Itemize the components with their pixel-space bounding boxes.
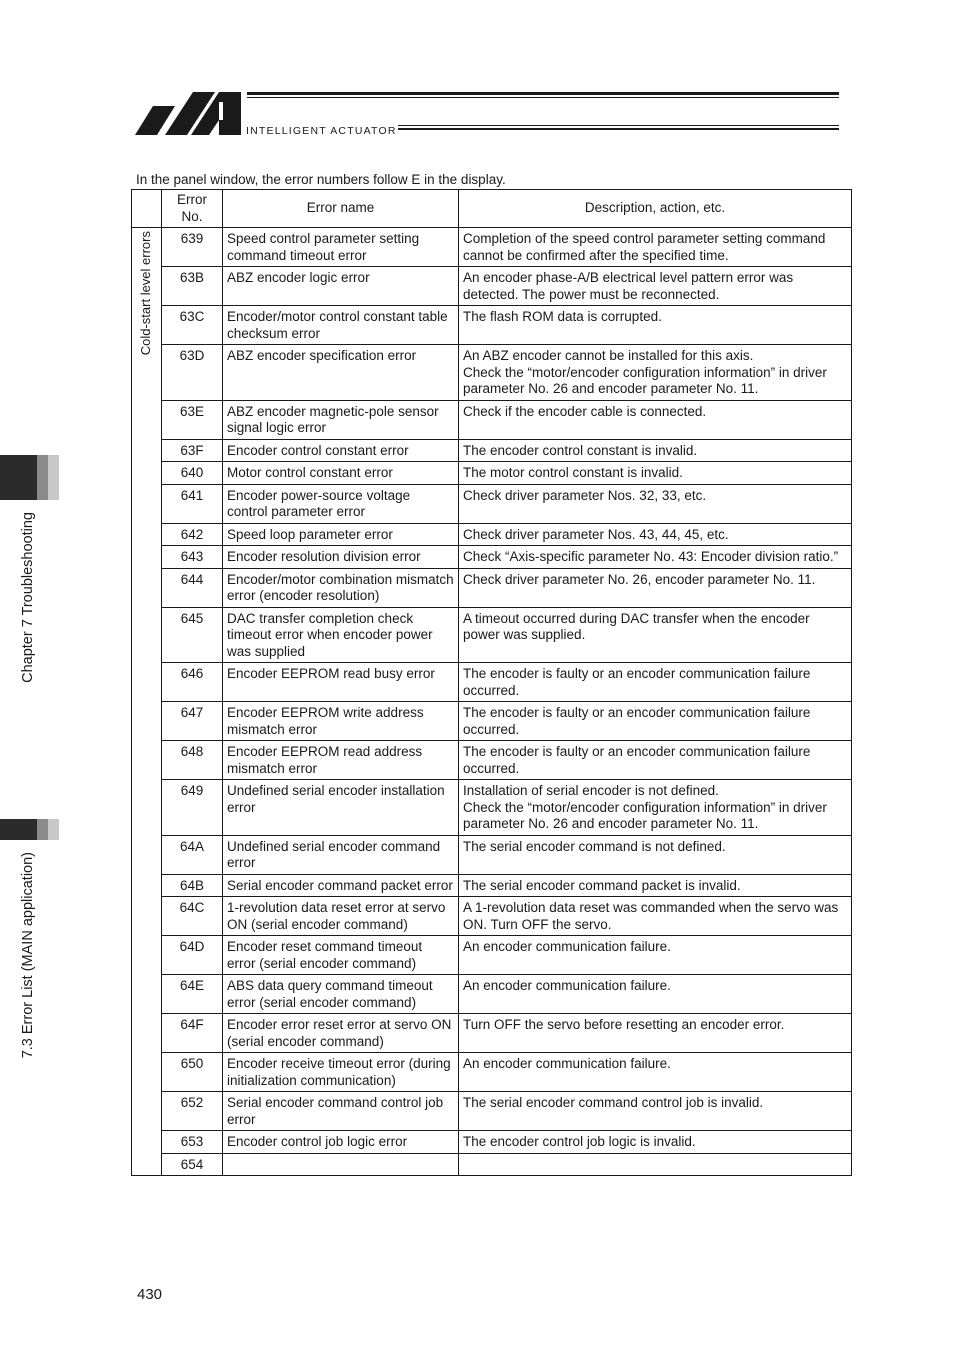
error-name: Encoder/motor control constant table checksum error bbox=[223, 306, 459, 345]
error-name: Serial encoder command packet error bbox=[223, 874, 459, 897]
description-line: Check driver parameter Nos. 43, 44, 45, etc. bbox=[463, 526, 729, 542]
error-description bbox=[459, 1014, 852, 1053]
table-row bbox=[132, 568, 852, 607]
ia-logo-icon bbox=[135, 90, 243, 141]
error-name: Encoder/motor combination mismatch error (encoder resolution) bbox=[223, 568, 459, 607]
error-description bbox=[459, 835, 852, 874]
description-line: Completion of the speed control parameter setting command cannot be confirmed after the specified time. bbox=[463, 231, 826, 263]
error-name: Undefined serial encoder installation error bbox=[223, 780, 459, 836]
error-description bbox=[459, 741, 852, 780]
table-row bbox=[132, 780, 852, 836]
description-line: The serial encoder command control job is invalid. bbox=[463, 1095, 764, 1110]
error-description bbox=[459, 1131, 852, 1154]
table-row bbox=[132, 936, 852, 975]
error-number: 650 bbox=[162, 1053, 223, 1092]
table-row bbox=[132, 702, 852, 741]
description-line: Turn OFF the servo before resetting an encoder error. bbox=[463, 1017, 785, 1032]
error-description bbox=[459, 607, 852, 663]
error-description bbox=[459, 484, 852, 523]
error-name: Speed control parameter setting command timeout error bbox=[223, 228, 459, 267]
error-description bbox=[459, 936, 852, 975]
error-description bbox=[459, 546, 852, 569]
table-row bbox=[132, 345, 852, 401]
error-name: Encoder receive timeout error (during initialization communication) bbox=[223, 1053, 459, 1092]
table-row bbox=[132, 874, 852, 897]
error-name: Encoder EEPROM write address mismatch error bbox=[223, 702, 459, 741]
description-line: The encoder control job logic is invalid. bbox=[463, 1134, 696, 1149]
table-row bbox=[132, 306, 852, 345]
description-line: An encoder communication failure. bbox=[463, 1056, 671, 1071]
table-row bbox=[132, 439, 852, 462]
header-error-name: Error name bbox=[223, 190, 459, 228]
table-row bbox=[132, 897, 852, 936]
description-line: An encoder communication failure. bbox=[463, 939, 671, 954]
description-line: Check “Axis-specific parameter No. 43: Encoder division ratio.” bbox=[463, 549, 839, 564]
error-number: 640 bbox=[162, 462, 223, 485]
error-number: 645 bbox=[162, 607, 223, 663]
error-number: 648 bbox=[162, 741, 223, 780]
error-table bbox=[131, 189, 852, 1176]
table-row bbox=[132, 1092, 852, 1131]
error-number: 653 bbox=[162, 1131, 223, 1154]
description-line: The motor control constant is invalid. bbox=[463, 465, 683, 480]
error-number: 64F bbox=[162, 1014, 223, 1053]
error-number: 64E bbox=[162, 975, 223, 1014]
error-description bbox=[459, 306, 852, 345]
table-row bbox=[132, 1153, 852, 1176]
description-line: A 1-revolution data reset was commanded when the servo was ON. Turn OFF the servo. bbox=[463, 900, 839, 932]
section-tab bbox=[0, 819, 59, 840]
error-name: Undefined serial encoder command error bbox=[223, 835, 459, 874]
table-row bbox=[132, 1131, 852, 1154]
description-line: An ABZ encoder cannot be installed for this axis. bbox=[463, 348, 754, 363]
error-description bbox=[459, 523, 852, 546]
description-line: The encoder is faulty or an encoder communication failure occurred. bbox=[463, 744, 811, 776]
description-line: Installation of serial encoder is not defined. bbox=[463, 783, 719, 798]
error-number: 63F bbox=[162, 439, 223, 462]
error-number: 64C bbox=[162, 897, 223, 936]
header-category bbox=[132, 190, 162, 228]
error-description bbox=[459, 568, 852, 607]
error-name: DAC transfer completion check timeout error when encoder power was supplied bbox=[223, 607, 459, 663]
error-description bbox=[459, 400, 852, 439]
table-row bbox=[132, 1014, 852, 1053]
error-number: 63D bbox=[162, 345, 223, 401]
error-name: ABZ encoder magnetic-pole sensor signal logic error bbox=[223, 400, 459, 439]
table-row bbox=[132, 741, 852, 780]
table-header-row bbox=[132, 190, 852, 228]
table-row bbox=[132, 546, 852, 569]
error-name: Encoder error reset error at servo ON (serial encoder command) bbox=[223, 1014, 459, 1053]
error-number: 647 bbox=[162, 702, 223, 741]
table-body bbox=[132, 228, 852, 1176]
description-line: Check the “motor/encoder configuration information” in driver parameter No. 26 and encoder parameter No. 11. bbox=[463, 799, 827, 831]
table-row bbox=[132, 607, 852, 663]
error-description bbox=[459, 780, 852, 836]
table-row bbox=[132, 462, 852, 485]
table-row bbox=[132, 400, 852, 439]
chapter-label: Chapter 7 Troubleshooting bbox=[20, 512, 36, 683]
error-description bbox=[459, 462, 852, 485]
description-line: A timeout occurred during DAC transfer when the encoder power was supplied. bbox=[463, 610, 810, 642]
table-row bbox=[132, 975, 852, 1014]
intro-text: In the panel window, the error numbers follow E in the display. bbox=[136, 172, 506, 187]
table-row bbox=[132, 267, 852, 306]
error-name: Encoder EEPROM read address mismatch error bbox=[223, 741, 459, 780]
page-number: 430 bbox=[137, 1286, 163, 1303]
table-row bbox=[132, 663, 852, 702]
error-name: Motor control constant error bbox=[223, 462, 459, 485]
description-line: The serial encoder command is not defined. bbox=[463, 838, 726, 854]
error-name: Encoder reset command timeout error (serial encoder command) bbox=[223, 936, 459, 975]
error-number: 64D bbox=[162, 936, 223, 975]
table-row bbox=[132, 523, 852, 546]
error-number: 64A bbox=[162, 835, 223, 874]
error-name: Encoder resolution division error bbox=[223, 546, 459, 569]
error-description bbox=[459, 1153, 852, 1176]
description-line: Check the “motor/encoder configuration information” in driver parameter No. 26 and encoder parameter No. 11. bbox=[463, 364, 827, 396]
error-name: ABZ encoder logic error bbox=[223, 267, 459, 306]
description-line: Check if the encoder cable is connected. bbox=[463, 403, 707, 419]
error-name: Encoder control constant error bbox=[223, 439, 459, 462]
error-number: 649 bbox=[162, 780, 223, 836]
error-name: ABS data query command timeout error (serial encoder command) bbox=[223, 975, 459, 1014]
category-label: Cold-start level errors bbox=[138, 231, 154, 356]
error-description bbox=[459, 228, 852, 267]
error-name: Speed loop parameter error bbox=[223, 523, 459, 546]
category-cell bbox=[132, 228, 162, 1176]
error-description bbox=[459, 439, 852, 462]
table-row bbox=[132, 1053, 852, 1092]
description-line: The encoder is faulty or an encoder communication failure occurred. bbox=[463, 705, 811, 737]
error-description bbox=[459, 1053, 852, 1092]
error-description bbox=[459, 975, 852, 1014]
error-name: 1-revolution data reset error at servo ON (serial encoder command) bbox=[223, 897, 459, 936]
description-line: The flash ROM data is corrupted. bbox=[463, 309, 662, 324]
error-number: 652 bbox=[162, 1092, 223, 1131]
header-description: Description, action, etc. bbox=[459, 190, 852, 228]
error-number: 641 bbox=[162, 484, 223, 523]
error-description bbox=[459, 1092, 852, 1131]
error-number: 646 bbox=[162, 663, 223, 702]
description-line: The serial encoder command packet is invalid. bbox=[463, 877, 741, 893]
description-line: The encoder is faulty or an encoder communication failure occurred. bbox=[463, 666, 811, 698]
brand-name: INTELLIGENT ACTUATOR bbox=[246, 125, 397, 137]
error-name: Encoder control job logic error bbox=[223, 1131, 459, 1154]
error-number: 63B bbox=[162, 267, 223, 306]
description-line: An encoder phase-A/B electrical level pattern error was detected. The power must be reconnected. bbox=[463, 270, 794, 302]
description-line: The encoder control constant is invalid. bbox=[463, 442, 698, 458]
error-description bbox=[459, 663, 852, 702]
error-number: 644 bbox=[162, 568, 223, 607]
table-row bbox=[132, 484, 852, 523]
error-number: 63E bbox=[162, 400, 223, 439]
description-line: An encoder communication failure. bbox=[463, 978, 671, 993]
section-label: 7.3 Error List (MAIN application) bbox=[20, 852, 36, 1059]
description-line: Check driver parameter No. 26, encoder parameter No. 11. bbox=[463, 571, 816, 587]
error-name: ABZ encoder specification error bbox=[223, 345, 459, 401]
error-description bbox=[459, 702, 852, 741]
header-rule-top bbox=[247, 92, 839, 98]
error-number: 63C bbox=[162, 306, 223, 345]
header-error-no: Error No. bbox=[162, 190, 223, 228]
error-description bbox=[459, 345, 852, 401]
error-name: Serial encoder command control job error bbox=[223, 1092, 459, 1131]
error-number: 654 bbox=[162, 1153, 223, 1176]
chapter-tab bbox=[0, 455, 59, 500]
error-description bbox=[459, 897, 852, 936]
header-rule-bottom bbox=[398, 125, 839, 130]
description-line: Check driver parameter Nos. 32, 33, etc. bbox=[463, 487, 707, 503]
table-row bbox=[132, 835, 852, 874]
error-number: 639 bbox=[162, 228, 223, 267]
error-description bbox=[459, 874, 852, 897]
error-description bbox=[459, 267, 852, 306]
error-number: 64B bbox=[162, 874, 223, 897]
error-name: Encoder power-source voltage control parameter error bbox=[223, 484, 459, 523]
error-number: 642 bbox=[162, 523, 223, 546]
error-name: Encoder EEPROM read busy error bbox=[223, 663, 459, 702]
table-row bbox=[132, 228, 852, 267]
error-number: 643 bbox=[162, 546, 223, 569]
error-name bbox=[223, 1153, 459, 1176]
